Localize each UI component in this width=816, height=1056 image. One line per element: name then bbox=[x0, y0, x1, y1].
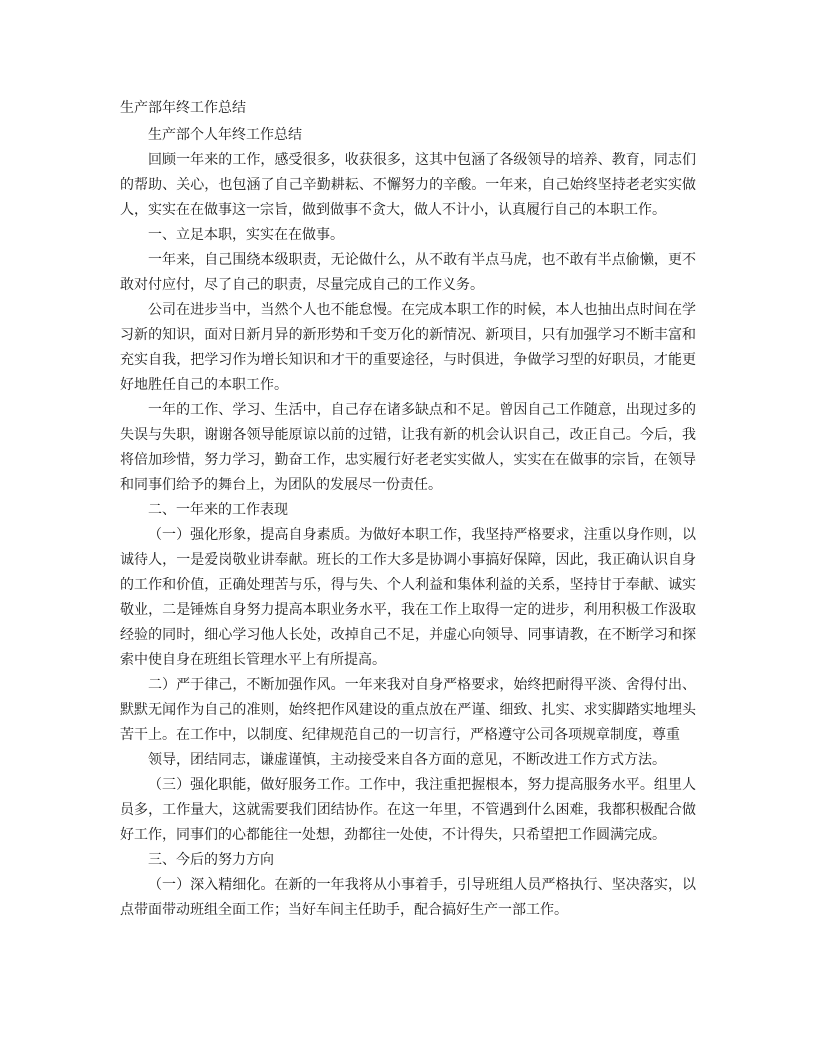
intro-paragraph: 回顾一年来的工作，感受很多，收获很多，这其中包涵了各级领导的培养、教育，同志们的帮助、关心，也包涵了自己辛勤耕耘、不懈努力的辛酸。一年来，自己始终坚持老老实实做人，实实在在做事这一宗旨，做到做事不贪大，做人不计小，认真履行自己的本职工作。 bbox=[120, 152, 696, 218]
section-heading-2: 二、一年来的工作表现 bbox=[148, 502, 288, 518]
body-paragraph: （一）强化形象，提高自身素质。为做好本职工作，我坚持严格要求，注重以身作则，以诚待人，一是爱岗敬业讲奉献。班长的工作大多是协调小事搞好保障，因此，我正确认识自身的工作和价值，正确处理苦与乐，得与失、个人利益和集体利益的关系，坚持甘于奉献、诚实敬业，二是锤炼自身努力提高本职业务水平，我在工作上取得一定的进步，利用积极工作汲取经验的同时，细心学习他人长处，改掉自己不足，并虚心向领导、同事请教，在不断学习和探索中使自身在班组长管理水平上有所提高。 bbox=[120, 527, 696, 668]
body-paragraph-continuation: 领导，团结同志，谦虚谨慎，主动接受来自各方面的意见，不断改进工作方式方法。 bbox=[148, 752, 666, 768]
body-paragraph: 二）严于律己，不断加强作风。一年来我对自身严格要求，始终把耐得平淡、舍得付出、默默无闻作为自己的准则，始终把作风建设的重点放在严谨、细致、扎实、求实脚踏实地埋头苦干上。在工作中，以制度、纪律规范自己的一切言行，严格遵守公司各项规章制度，尊重 bbox=[120, 677, 696, 743]
body-paragraph: 一年的工作、学习、生活中，自己存在诸多缺点和不足。曾因自己工作随意，出现过多的失误与失职，谢谢各领导能原谅以前的过错，让我有新的机会认识自己，改正自己。今后，我将倍加珍惜，努力学习，勤奋工作，忠实履行好老老实实做人，实实在在做事的宗旨，在领导和同事们给予的舞台上，为团队的发展尽一份责任。 bbox=[120, 402, 696, 493]
body-paragraph: （一）深入精细化。在新的一年我将从小事着手，引导班组人员严格执行、坚决落实，以点带面带动班组全面工作；当好车间主任助手，配合搞好生产一部工作。 bbox=[120, 877, 696, 918]
body-paragraph: （三）强化职能，做好服务工作。工作中，我注重把握根本，努力提高服务水平。组里人员多，工作量大，这就需要我们团结协作。在这一年里，不管遇到什么困难，我都积极配合做好工作，同事们的心都能往一处想，劲都往一处使，不计得失，只希望把工作圆满完成。 bbox=[120, 777, 696, 843]
section-heading-1: 一、立足本职，实实在在做事。 bbox=[148, 227, 344, 243]
subtitle-paragraph: 生产部个人年终工作总结 bbox=[148, 127, 302, 143]
body-paragraph: 公司在进步当中，当然个人也不能怠慢。在完成本职工作的时候，本人也抽出点时间在学习新的知识，面对日新月异的新形势和千变万化的新情况、新项目，只有加强学习不断丰富和充实自我，把学习作为增长知识和才干的重要途径，与时俱进，争做学习型的好职员，才能更好地胜任自己的本职工作。 bbox=[120, 302, 696, 393]
body-paragraph: 一年来，自己围绕本级职责，无论做什么，从不敢有半点马虎，也不敢有半点偷懒，更不敢对付应付，尽了自己的职责，尽量完成自己的工作义务。 bbox=[120, 252, 696, 293]
document-title: 生产部年终工作总结 bbox=[120, 100, 246, 116]
section-heading-3: 三、今后的努力方向 bbox=[148, 852, 274, 868]
document-body bbox=[120, 123, 696, 923]
